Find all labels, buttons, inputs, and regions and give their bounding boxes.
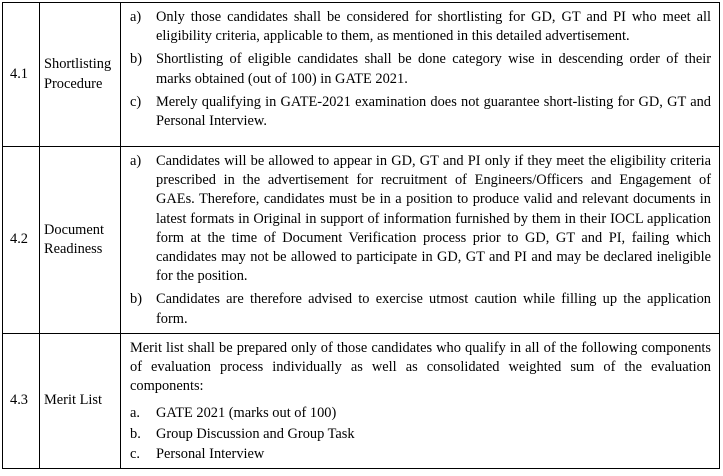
section-label: Shortlisting Procedure (40, 3, 121, 147)
item-text: Only those candidates shall be considered for shortlisting for GD, GT and PI who meet all eligibility criteria, applicable to them, as mentioned in this detailed advertisement. (156, 9, 711, 45)
item-text: Group Discussion and Group Task (156, 425, 355, 442)
table-row-4-3 (3, 333, 720, 468)
table-row-4-1 (3, 3, 720, 147)
list-item (130, 290, 711, 328)
list-item (130, 425, 711, 444)
item-list (130, 152, 711, 329)
table-row-4-2 (3, 147, 720, 334)
item-text: Candidates are therefore advised to exercise utmost caution while filling up the application form. (156, 291, 711, 327)
item-text: Personal Interview (156, 445, 265, 462)
item-text: GATE 2021 (marks out of 100) (156, 405, 337, 422)
item-text: Candidates will be allowed to appear in GD, GT and PI only if they meet the eligibility criteria prescribed in the advertisement for recruitment of Engineers/Officers and Engagement of GAEs. Therefore, candidates must be in a position to produce valid and relevant documents in latest formats in Original in support of information furnished by them in their IOCL application form at the time of Document Verification process prior to GD, GT and PI, failing which candidates may not be allowed to participate in GD, GT and PI and may be declared ineligible for the position. (156, 153, 711, 285)
section-number: 4.3 (3, 333, 40, 468)
section-label: Document Readiness (40, 147, 121, 334)
section-intro: Merit list shall be prepared only of those candidates who qualify in all of the following components of evaluation process individually as well as consolidated weighted sum of the evaluation components: (130, 339, 711, 395)
section-number: 4.1 (3, 3, 40, 147)
item-text: Shortlisting of eligible candidates shall be done category wise in descending order of their marks obtained (out of 100) in GATE 2021. (156, 51, 711, 87)
item-marker: b. (130, 425, 141, 442)
section-label: Merit List (40, 333, 121, 468)
procedure-table (2, 2, 720, 469)
section-body (121, 3, 720, 147)
section-body (121, 333, 720, 468)
item-marker: b) (130, 291, 142, 308)
list-item (130, 93, 711, 131)
item-marker: a. (130, 405, 140, 422)
list-item (130, 8, 711, 46)
item-list (130, 404, 711, 464)
list-item (130, 404, 711, 423)
item-text: Merely qualifying in GATE-2021 examination does not guarantee short-listing for GD, GT and Personal Interview. (156, 93, 711, 130)
list-item (130, 445, 711, 464)
list-item (130, 50, 711, 88)
item-marker: b) (130, 51, 142, 68)
item-list (130, 8, 711, 131)
item-marker: c) (130, 93, 142, 110)
item-marker: a) (130, 9, 142, 25)
section-body (121, 147, 720, 334)
item-marker: a) (130, 153, 142, 169)
list-item (130, 152, 711, 286)
item-marker: c. (130, 445, 140, 462)
section-number: 4.2 (3, 147, 40, 334)
